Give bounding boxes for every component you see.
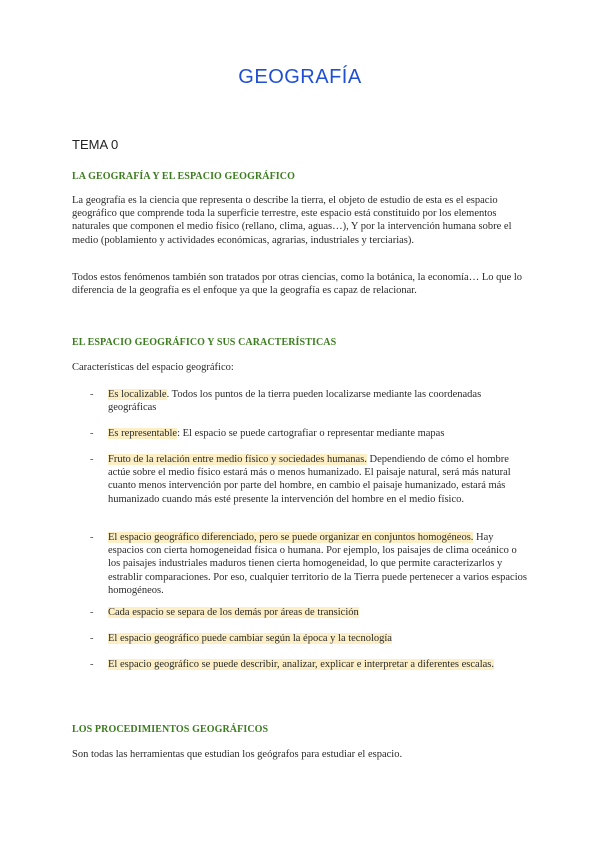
item-text: : El espacio se puede cartografiar o representar mediante mapas <box>177 428 445 439</box>
highlighted-text: El espacio geográfico puede cambiar según la época y la tecnología <box>108 633 392 644</box>
highlighted-text: El espacio geográfico diferenciado, pero se puede organizar en conjuntos homogéneos. <box>108 532 474 543</box>
highlighted-text: Es representable <box>108 428 178 439</box>
tema-label: TEMA 0 <box>72 137 119 152</box>
highlighted-text: Cada espacio se separa de los demás por áreas de transición <box>108 607 359 618</box>
list-item <box>90 658 530 671</box>
section-heading-geografia: LA GEOGRAFÍA Y EL ESPACIO GEOGRÁFICO <box>72 171 295 182</box>
section-heading-procedimientos: LOS PROCEDIMIENTOS GEOGRÁFICOS <box>72 724 269 735</box>
section1-paragraph-1: La geografía es la ciencia que representa o describe la tierra, el objeto de estudio de esta es el espacio geográfico que comprende toda la superficie terrestre, este espacio está constituido por los elementos naturales que componen el medio físico (rellano, clima, aguas…), Y por la intervención humana sobre el medio (poblamiento y actividades económicas, agrarias, industriales y terciarias). <box>72 195 512 246</box>
list-item <box>90 632 530 645</box>
highlighted-text: Es localizable <box>108 389 167 400</box>
list-dash: - <box>90 454 94 465</box>
list-dash: - <box>90 532 94 543</box>
document-title: GEOGRAFÍA <box>238 66 362 88</box>
list-item <box>90 453 530 506</box>
list-dash: - <box>90 659 94 670</box>
list-item <box>90 606 530 619</box>
item-text: Hay espacios con cierta homogeneidad física o humana. Por ejemplo, los paisajes de clima oceánico o los paisajes industriales maduros tienen cierta homogeneidad, lo que permite caracterizarlos y estrablir comparaciones. Por eso, cualquier territorio de la Tierra puede pertenecer a varios espacios homogéneos. <box>108 532 527 596</box>
item-text: . Todos los puntos de la tierra pueden localizarse mediante las coordenadas geográficas <box>108 389 482 414</box>
highlighted-text: El espacio geográfico se puede describir, analizar, explicar e interpretar a diferentes escalas. <box>108 659 494 670</box>
list-item <box>90 388 530 414</box>
section1-paragraph-2: Todos estos fenómenos también son tratados por otras ciencias, como la botánica, la economía… Lo que lo diferencia de la geografía es el enfoque ya que la geografía es capaz de relacionar. <box>72 272 523 297</box>
section2-intro: Características del espacio geográfico: <box>72 362 234 373</box>
list-dash: - <box>90 389 94 400</box>
list-item <box>90 427 530 440</box>
item-text: Dependiendo de cómo el hombre actúe sobre el medio físico estará más o menos humanizado. El paisaje natural, será más natural cuanto menos intervención por parte del hombre, en cambio el paisaje humanizado, estará más humanizado cuando más esté presente la intervención del hombre en el medio físico. <box>108 454 511 505</box>
list-dash: - <box>90 428 94 439</box>
section-heading-caracteristicas: EL ESPACIO GEOGRÁFICO Y SUS CARACTERÍSTICAS <box>72 337 337 348</box>
section3-paragraph: Son todas las herramientas que estudian los geógrafos para estudiar el espacio. <box>72 749 403 760</box>
highlighted-text: Fruto de la relación entre medio físico y sociedades humanas. <box>108 454 367 465</box>
list-item <box>90 531 530 597</box>
list-dash: - <box>90 633 94 644</box>
list-dash: - <box>90 607 94 618</box>
